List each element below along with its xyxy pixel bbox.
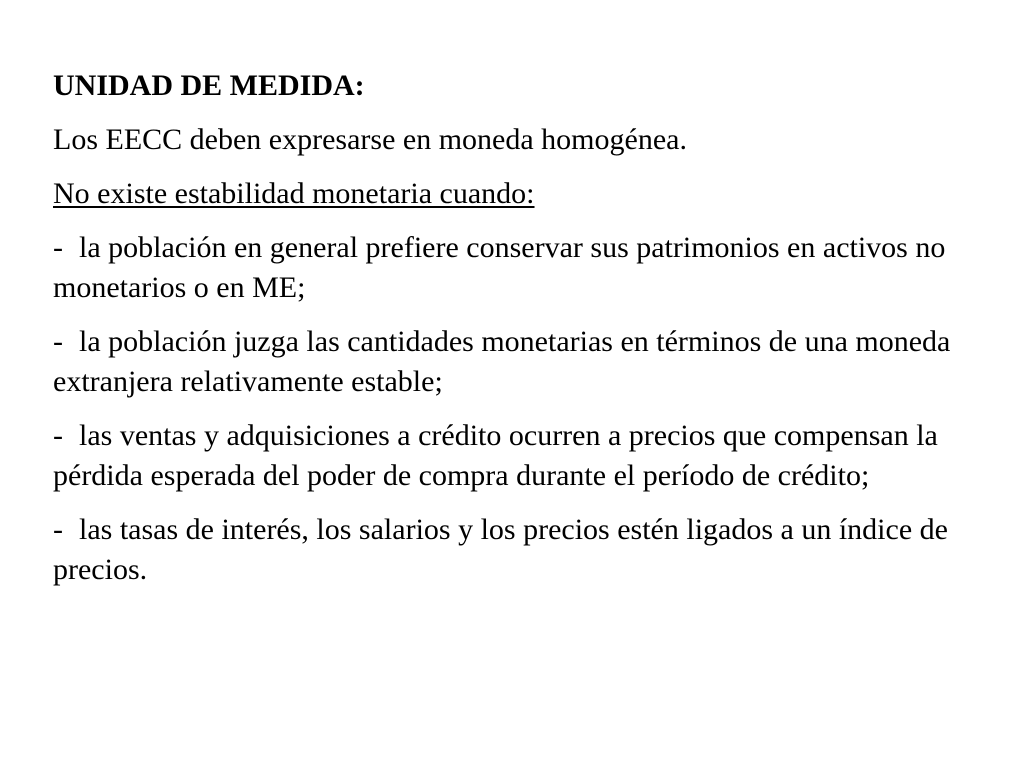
intro-text: Los EECC deben expresarse en moneda homogénea. (53, 123, 687, 156)
bullet-item-2 (53, 322, 983, 402)
bullet-item-3 (53, 416, 983, 496)
slide-heading: UNIDAD DE MEDIDA: (53, 69, 365, 102)
bullet-marker: - (53, 325, 63, 358)
bullet-item-4 (53, 510, 983, 590)
bullet-text-2: la población juzga las cantidades monetarias en términos de una moneda extranjera relativamente estable; (53, 325, 951, 398)
slide-content (53, 66, 983, 604)
subheading-line (53, 174, 983, 214)
bullet-marker: - (53, 513, 63, 546)
bullet-item-1 (53, 228, 983, 308)
bullet-text-4: las tasas de interés, los salarios y los precios estén ligados a un índice de precios. (53, 513, 948, 586)
bullet-marker: - (53, 419, 63, 452)
subheading-text: No existe estabilidad monetaria cuando: (53, 177, 535, 210)
bullet-text-1: la población en general prefiere conservar sus patrimonios en activos no monetarios o en ME; (53, 231, 946, 304)
bullet-marker: - (53, 231, 63, 264)
bullet-text-3: las ventas y adquisiciones a crédito ocurren a precios que compensan la pérdida esperada del poder de compra durante el período de crédito; (53, 419, 938, 492)
